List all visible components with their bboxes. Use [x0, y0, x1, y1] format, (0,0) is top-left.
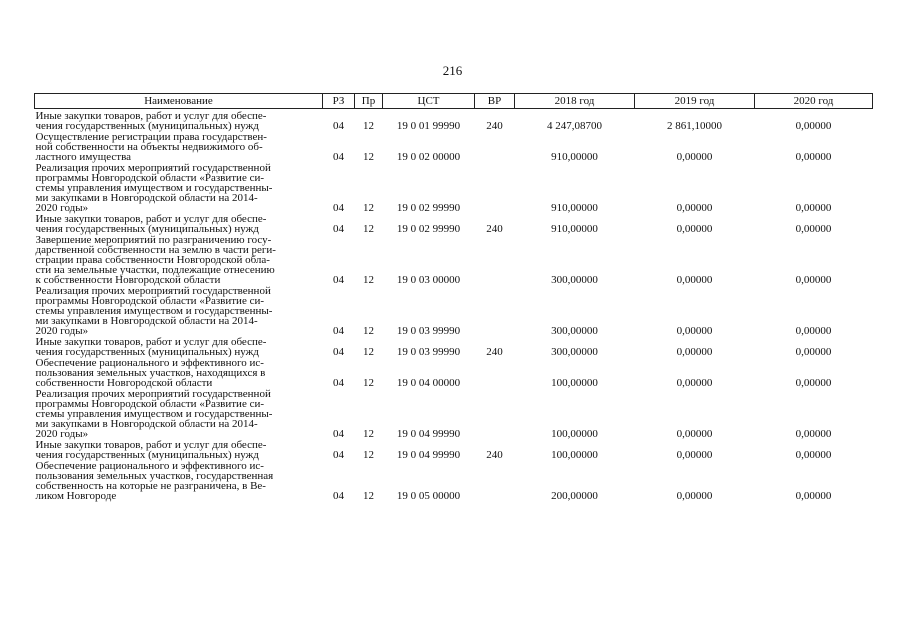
cell-cst: 19 0 04 00000	[396, 377, 461, 389]
cell-rz: 04	[333, 449, 344, 461]
cell-rz: 04	[333, 274, 344, 286]
cell-2019: 0,00000	[676, 325, 713, 337]
cell-2019: 0,00000	[676, 490, 713, 502]
row-name-text: Иные закупки товаров, работ и услуг для обеспе- чения государственных (муниципальных) нужд	[35, 213, 267, 235]
cell-2018: 100,00000	[551, 377, 598, 389]
cell-2018: 100,00000	[551, 428, 598, 440]
cell-vr	[475, 286, 515, 337]
cell-pr: 12	[363, 490, 374, 502]
cell-vr: 240	[486, 120, 503, 132]
cell-rz: 04	[333, 325, 344, 337]
cell-pr: 12	[363, 274, 374, 286]
cell-name	[35, 337, 323, 358]
table-body	[35, 109, 873, 503]
cell-2020: 0,00000	[795, 325, 832, 337]
header-2019: 2019 год	[635, 94, 755, 109]
cell-rz: 04	[333, 120, 344, 132]
cell-2019: 0,00000	[676, 377, 713, 389]
cell-2020: 0,00000	[795, 377, 832, 389]
cell-cst: 19 0 02 99990	[396, 223, 461, 235]
cell-2019: 0,00000	[676, 151, 713, 163]
cell-rz: 04	[333, 428, 344, 440]
header-2020: 2020 год	[755, 94, 873, 109]
cell-pr: 12	[363, 449, 374, 461]
row-name-text: Обеспечение рационального и эффективного ис- пользования земельных участков, находящихся в собственности Новгородской области	[35, 357, 266, 389]
cell-2018: 910,00000	[551, 223, 598, 235]
table-row	[35, 389, 873, 440]
cell-2020: 0,00000	[795, 202, 832, 214]
cell-2020: 0,00000	[795, 449, 832, 461]
cell-vr	[475, 461, 515, 502]
cell-pr: 12	[363, 346, 374, 358]
cell-2018: 300,00000	[551, 346, 598, 358]
table-row	[35, 214, 873, 235]
cell-2019: 2 861,10000	[667, 120, 722, 132]
cell-cst: 19 0 04 99990	[396, 449, 461, 461]
row-name-text: Осуществление регистрации права государствен- ной собственности на объекты недвижимого об- ластного имущества	[35, 131, 267, 163]
cell-vr: 240	[486, 449, 503, 461]
cell-name	[35, 389, 323, 440]
cell-rz: 04	[333, 202, 344, 214]
cell-2018: 100,00000	[551, 449, 598, 461]
row-name-text: Реализация прочих мероприятий государственной программы Новгородской области «Развитие си- стемы управления имуществом и государственны- ми закупками в Новгородской области на 2014- 2020 годы»	[35, 388, 273, 440]
cell-pr: 12	[363, 428, 374, 440]
cell-pr: 12	[363, 377, 374, 389]
cell-vr	[475, 235, 515, 286]
cell-rz: 04	[333, 377, 344, 389]
cell-cst: 19 0 03 00000	[396, 274, 461, 286]
table-row	[35, 235, 873, 286]
cell-name	[35, 461, 323, 502]
cell-cst: 19 0 05 00000	[396, 490, 461, 502]
cell-2020: 0,00000	[795, 428, 832, 440]
cell-rz: 04	[333, 490, 344, 502]
cell-2018: 300,00000	[551, 274, 598, 286]
header-name: Наименование	[35, 94, 323, 109]
cell-2020: 0,00000	[795, 490, 832, 502]
cell-vr: 240	[486, 346, 503, 358]
cell-2019: 0,00000	[676, 449, 713, 461]
row-name-text: Иные закупки товаров, работ и услуг для обеспе- чения государственных (муниципальных) нужд	[35, 336, 267, 358]
table-row	[35, 461, 873, 502]
cell-cst: 19 0 04 99990	[396, 428, 461, 440]
cell-name	[35, 286, 323, 337]
row-name-text: Завершение мероприятий по разграничению госу- дарственной собственности на землю в части реги- страции права собственности Новгородской обла- сти на земельные участки, подлежащие отнесению к собственности Новгородской области	[35, 234, 276, 286]
cell-2019: 0,00000	[676, 346, 713, 358]
cell-rz: 04	[333, 346, 344, 358]
cell-2020: 0,00000	[795, 274, 832, 286]
cell-cst: 19 0 02 00000	[396, 151, 461, 163]
cell-pr: 12	[363, 151, 374, 163]
row-name-text: Иные закупки товаров, работ и услуг для обеспе- чения государственных (муниципальных) нужд	[35, 439, 267, 461]
cell-rz: 04	[333, 223, 344, 235]
header-cst: ЦСТ	[383, 94, 475, 109]
cell-2019: 0,00000	[676, 202, 713, 214]
table-row	[35, 132, 873, 163]
cell-2020: 0,00000	[795, 120, 832, 132]
cell-name	[35, 235, 323, 286]
table-row	[35, 337, 873, 358]
cell-2020: 0,00000	[795, 223, 832, 235]
table-row	[35, 358, 873, 389]
table-row	[35, 109, 873, 133]
header-2018: 2018 год	[515, 94, 635, 109]
cell-name	[35, 358, 323, 389]
cell-pr: 12	[363, 223, 374, 235]
cell-name	[35, 132, 323, 163]
table-row	[35, 286, 873, 337]
table-row	[35, 440, 873, 461]
cell-cst: 19 0 03 99990	[396, 346, 461, 358]
cell-2018: 910,00000	[551, 151, 598, 163]
cell-cst: 19 0 03 99990	[396, 325, 461, 337]
cell-2019: 0,00000	[676, 428, 713, 440]
table-row	[35, 163, 873, 214]
cell-vr: 240	[486, 223, 503, 235]
header-row	[35, 94, 873, 109]
row-name-text: Обеспечение рационального и эффективного ис- пользования земельных участков, государственная собственность на которые не разграничена, в Ве- ликом Новгороде	[35, 460, 274, 502]
row-name-text: Реализация прочих мероприятий государственной программы Новгородской области «Развитие си- стемы управления имуществом и государственны- ми закупками в Новгородской области на 2014- 2020 годы»	[35, 285, 273, 337]
table-header	[35, 94, 873, 109]
cell-vr	[475, 358, 515, 389]
cell-name	[35, 163, 323, 214]
cell-name	[35, 214, 323, 235]
cell-vr	[475, 132, 515, 163]
cell-2020: 0,00000	[795, 151, 832, 163]
cell-cst: 19 0 01 99990	[396, 120, 461, 132]
row-name-text: Реализация прочих мероприятий государственной программы Новгородской области «Развитие си- стемы управления имуществом и государственны- ми закупками в Новгородской области на 2014- 2020 годы»	[35, 162, 273, 214]
cell-pr: 12	[363, 202, 374, 214]
row-name-text: Иные закупки товаров, работ и услуг для обеспе- чения государственных (муниципальных) нужд	[35, 110, 267, 132]
cell-cst: 19 0 02 99990	[396, 202, 461, 214]
cell-name	[35, 109, 323, 133]
cell-vr	[475, 389, 515, 440]
header-rz: РЗ	[323, 94, 355, 109]
cell-2019: 0,00000	[676, 274, 713, 286]
cell-2019: 0,00000	[676, 223, 713, 235]
cell-2020: 0,00000	[795, 346, 832, 358]
cell-name	[35, 440, 323, 461]
cell-vr	[475, 163, 515, 214]
cell-2018: 200,00000	[551, 490, 598, 502]
cell-2018: 910,00000	[551, 202, 598, 214]
cell-pr: 12	[363, 325, 374, 337]
cell-rz: 04	[333, 151, 344, 163]
header-pr: Пр	[355, 94, 383, 109]
budget-table	[34, 93, 873, 502]
header-vr: ВР	[475, 94, 515, 109]
cell-pr: 12	[363, 120, 374, 132]
cell-2018: 300,00000	[551, 325, 598, 337]
cell-2018: 4 247,08700	[547, 120, 602, 132]
page-number: 216	[442, 63, 463, 78]
